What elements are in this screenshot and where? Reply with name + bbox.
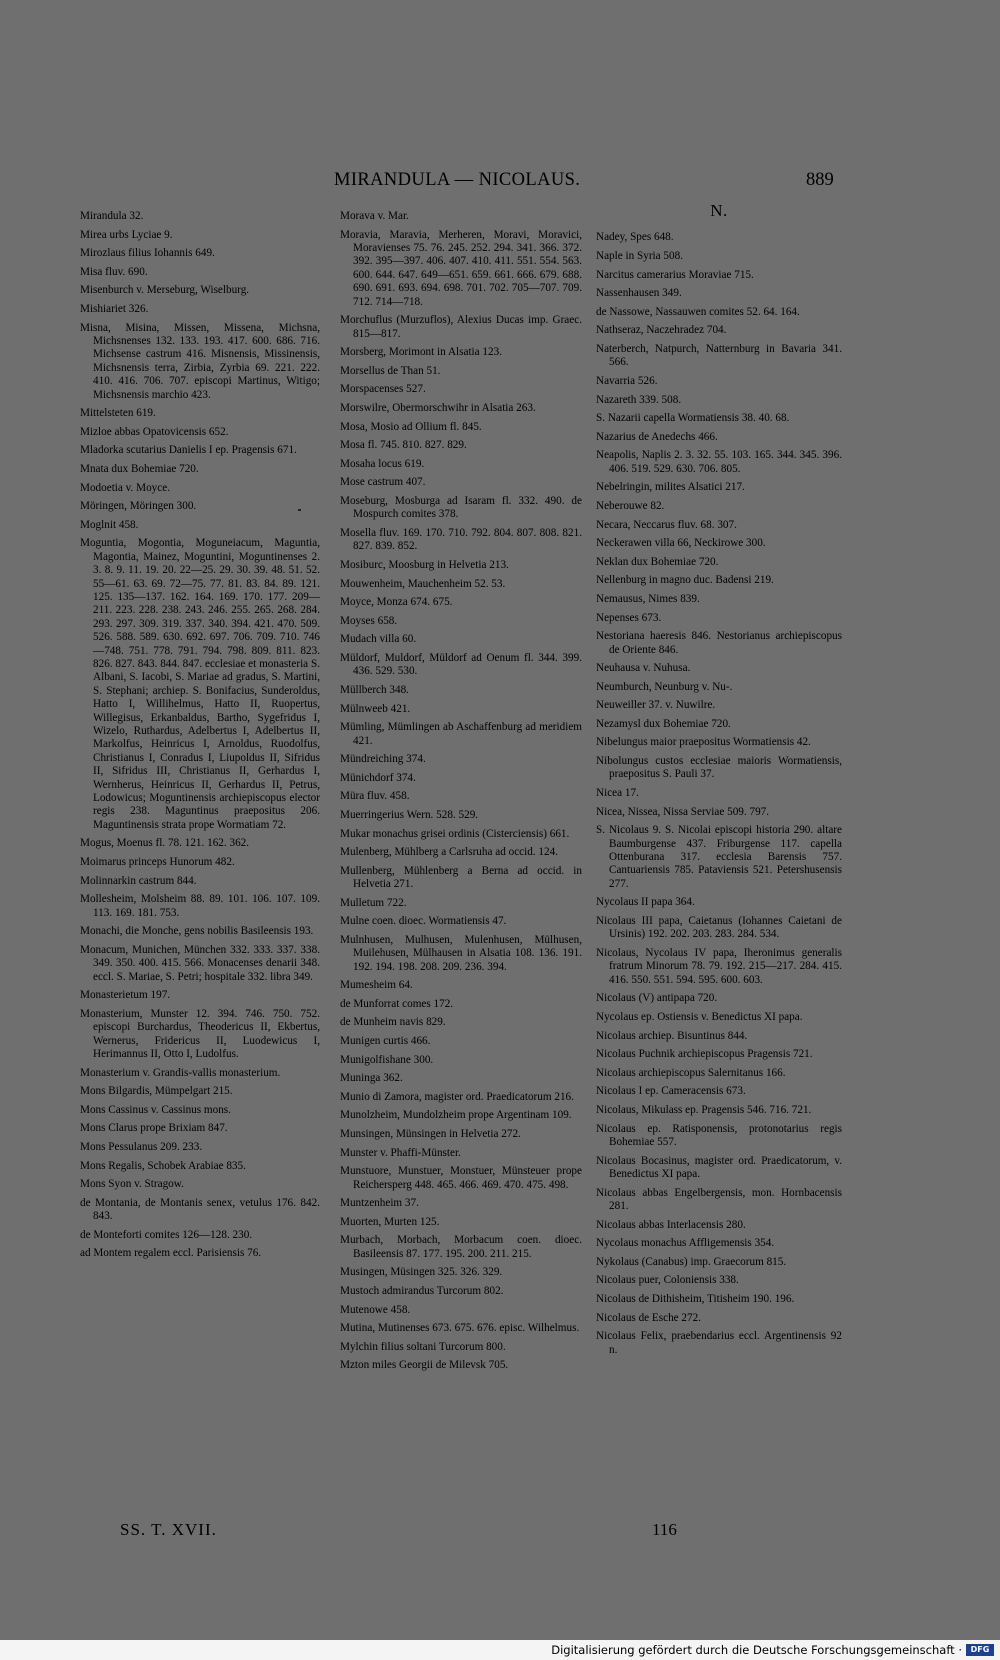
index-entry: Mizloe abbas Opatovicensis 652. bbox=[80, 425, 229, 438]
index-entry: Mustoch admirandus Turcorum 802. bbox=[340, 1285, 504, 1297]
index-entry: Navarria 526. bbox=[596, 374, 658, 387]
index-entry: Neberouwe 82. bbox=[596, 499, 665, 512]
index-entry: Mnata dux Bohemiae 720. bbox=[80, 462, 199, 475]
index-entry: Morava v. Mar. bbox=[340, 210, 409, 222]
index-entry: Monasterium v. Grandis-vallis monasterium. bbox=[80, 1066, 281, 1079]
index-entry: Mutina, Mutinenses 673. 675. 676. episc. Wilhelmus. bbox=[340, 1322, 580, 1335]
index-entry: Moyce, Monza 674. 675. bbox=[340, 596, 453, 609]
index-entry: Muntzenheim 37. bbox=[340, 1197, 419, 1210]
print-speck bbox=[298, 509, 301, 511]
index-entry: Mladorka scutarius Danielis I ep. Pragensis 671. bbox=[80, 444, 297, 457]
index-entry: Nicolaus (V) antipapa 720. bbox=[596, 992, 718, 1005]
index-entry: Nicea 17. bbox=[596, 787, 639, 800]
volume-signature: SS. T. XVII. bbox=[120, 1520, 217, 1539]
index-entry: Nellenburg in magno duc. Badensi 219. bbox=[596, 574, 774, 587]
index-entry: Narcitus camerarius Moraviae 715. bbox=[596, 268, 754, 281]
index-entry: Morsellus de Than 51. bbox=[340, 364, 441, 377]
index-column-3 bbox=[596, 201, 842, 1362]
index-entry: Nestoriana haeresis 846. Nestorianus archiepiscopus de Oriente 846. bbox=[596, 630, 842, 656]
index-entry: Mosa fl. 745. 810. 827. 829. bbox=[340, 439, 467, 452]
index-entry: Nicolaus Puchnik archiepiscopus Pragensis 721. bbox=[596, 1048, 813, 1061]
index-entry: Munigolfishane 300. bbox=[340, 1053, 434, 1066]
index-entry: Nicolaus abbas Engelbergensis, mon. Hornbacensis 281. bbox=[596, 1186, 842, 1213]
index-entry: Munstuore, Munstuer, Monstuer, Münsteuer prope Reichersperg 448. 465. 466. 469. 470. 475. 498. bbox=[340, 1165, 582, 1191]
index-entry: Mittelsteten 619. bbox=[80, 407, 156, 420]
index-entry: de Nassowe, Nassauwen comites 52. 64. 164. bbox=[596, 305, 800, 318]
index-entry: Neklan dux Bohemiae 720. bbox=[596, 555, 719, 568]
index-entry: Nicolaus, Mikulass ep. Pragensis 546. 716. 721. bbox=[596, 1104, 812, 1117]
index-entry: Misenburch v. Merseburg, Wiselburg. bbox=[80, 284, 250, 297]
sheet-number: 116 bbox=[652, 1520, 677, 1539]
index-entry: Muninga 362. bbox=[340, 1072, 403, 1085]
index-entry: Morchuflus (Murzuflos), Alexius Ducas imp. Graec. 815—817. bbox=[340, 314, 582, 340]
index-entry: Monachi, die Monche, gens nobilis Basileensis 193. bbox=[80, 925, 314, 938]
index-entry: Musingen, Müsingen 325. 326. 329. bbox=[340, 1266, 503, 1279]
index-entry: Misa fluv. 690. bbox=[80, 265, 148, 278]
index-entry: Modoetia v. Moyce. bbox=[80, 481, 170, 494]
dfg-logo: DFG bbox=[966, 1644, 994, 1656]
index-entry: Mutenowe 458. bbox=[340, 1303, 411, 1316]
index-entry: Moglnit 458. bbox=[80, 518, 139, 531]
index-entry: Nibelungus maior praepositus Wormatiensis 42. bbox=[596, 736, 811, 749]
index-entry: Mulletum 722. bbox=[340, 896, 407, 909]
index-entry: ad Montem regalem eccl. Parisiensis 76. bbox=[80, 1247, 262, 1260]
index-entry: Mons Clarus prope Brixiam 847. bbox=[80, 1122, 228, 1135]
index-entry: Mosaha locus 619. bbox=[340, 457, 425, 470]
index-entry: Nicea, Nissea, Nissa Serviae 509. 797. bbox=[596, 805, 770, 818]
index-entry: Neuhausa v. Nuhusa. bbox=[596, 662, 691, 675]
index-entry: de Montania, de Montanis senex, vetulus 176. 842. 843. bbox=[80, 1196, 320, 1223]
index-entry: Monasterietum 197. bbox=[80, 989, 171, 1002]
index-entry: Murbach, Morbach, Morbacum coen. dioec. Basileensis 87. 177. 195. 200. 211. 215. bbox=[340, 1234, 582, 1260]
index-entry: de Munforrat comes 172. bbox=[340, 997, 454, 1010]
index-entry: Mirozlaus filius Iohannis 649. bbox=[80, 247, 215, 260]
index-entry: Nicolaus abbas Interlacensis 280. bbox=[596, 1218, 746, 1231]
index-entry: Mündreiching 374. bbox=[340, 753, 426, 766]
index-entry: Munster v. Phaffi-Münster. bbox=[340, 1146, 461, 1159]
index-entry: de Munheim navis 829. bbox=[340, 1016, 446, 1029]
index-entry: Muorten, Murten 125. bbox=[340, 1215, 440, 1228]
index-entry: Monacum, Munichen, München 332. 333. 337. 338. 349. 350. 400. 415. 566. Monacenses denarii 348. eccl. S. Mariae, S. Petri; hospitale 332. libra 349. bbox=[80, 943, 320, 983]
index-entry: Nicolaus III papa, Caietanus (Iohannes Caietani de Ursinis) 192. 202. 203. 283. 284. 534. bbox=[596, 915, 842, 941]
index-entry: Mons Bilgardis, Mümpelgart 215. bbox=[80, 1085, 233, 1098]
index-entry: Nathseraz, Naczehradez 704. bbox=[596, 324, 727, 337]
index-entry: de Monteforti comites 126—128. 230. bbox=[80, 1228, 253, 1241]
index-entry: Naple in Syria 508. bbox=[596, 250, 683, 262]
index-entry: Neapolis, Naplis 2. 3. 32. 55. 103. 165. 344. 345. 396. 406. 519. 529. 630. 706. 805. bbox=[596, 449, 842, 475]
index-entry: Nicolaus puer, Coloniensis 338. bbox=[596, 1274, 739, 1287]
index-entry: Mouwenheim, Mauchenheim 52. 53. bbox=[340, 577, 506, 590]
index-entry: Nicolaus de Dithisheim, Titisheim 190. 196. bbox=[596, 1293, 795, 1305]
index-entry: Neckerawen villa 66, Neckirowe 300. bbox=[596, 537, 766, 550]
index-entry: Mzton miles Georgii de Milevsk 705. bbox=[340, 1359, 509, 1372]
index-entry: Mumesheim 64. bbox=[340, 979, 413, 992]
index-entry: Nykolaus (Canabus) imp. Graecorum 815. bbox=[596, 1255, 787, 1268]
index-entry: Morsberg, Morimont in Alsatia 123. bbox=[340, 346, 503, 359]
index-entry: Mons Cassinus v. Cassinus mons. bbox=[80, 1103, 231, 1116]
index-column-1 bbox=[80, 210, 320, 1266]
index-entry: Neuweiller 37. v. Nuwilre. bbox=[596, 699, 716, 712]
index-entry: Nicolaus de Esche 272. bbox=[596, 1311, 702, 1324]
index-entry: Munolzheim, Mundolzheim prope Argentinam 109. bbox=[340, 1109, 572, 1122]
index-entry: Mosiburc, Moosburg in Helvetia 213. bbox=[340, 558, 509, 571]
index-entry: Mulenberg, Mühlberg a Carlsruha ad occid. 124. bbox=[340, 846, 559, 859]
index-entry: Nepenses 673. bbox=[596, 611, 662, 624]
index-entry: Mogus, Moenus fl. 78. 121. 162. 362. bbox=[80, 837, 250, 850]
index-entry: Molinnarkin castrum 844. bbox=[80, 874, 197, 887]
index-entry: Mons Pessulanus 209. 233. bbox=[80, 1141, 203, 1154]
index-entry: Mullenberg, Mühlenberg a Berna ad occid. in Helvetia 271. bbox=[340, 864, 582, 891]
running-header bbox=[0, 170, 1000, 196]
index-entry: Moyses 658. bbox=[340, 614, 398, 627]
section-heading-n: N. bbox=[710, 201, 728, 220]
index-entry: Nazareth 339. 508. bbox=[596, 393, 682, 406]
index-entry: Nicolaus Felix, praebendarius eccl. Argentinensis 92 n. bbox=[596, 1330, 842, 1356]
index-entry: Nicolaus, Nycolaus IV papa, Iheronimus generalis fratrum Minorum 78. 79. 192. 215—217. 284. 415. 416. 550. 551. 594. 595. 600. 603. bbox=[596, 947, 842, 986]
index-entry: Mirandula 32. bbox=[80, 210, 144, 222]
index-entry: Neumburch, Neunburg v. Nu-. bbox=[596, 680, 733, 693]
index-entry: Mulne coen. dioec. Wormatiensis 47. bbox=[340, 915, 507, 928]
index-entry: Mulnhusen, Mulhusen, Mulenhusen, Mülhusen, Muilehusen, Mülhausen in Alsatia 108. 136. 191. 192. 194. 198. 208. 209. 236. 394. bbox=[340, 933, 582, 973]
index-entry: Necara, Neccarus fluv. 68. 307. bbox=[596, 518, 737, 531]
index-entry: Monasterium, Munster 12. 394. 746. 750. 752. episcopi Burchardus, Theodericus II, Ekbertus, Wernerus, Fridericus II, Luodewicus I, Herimannus II, Otto I, Ludolfus. bbox=[80, 1007, 320, 1061]
index-entry: Munio di Zamora, magister ord. Praedicatorum 216. bbox=[340, 1090, 574, 1103]
index-entry: Naterberch, Natpurch, Natternburg in Bavaria 341. 566. bbox=[596, 342, 842, 369]
index-entry: Mishiariet 326. bbox=[80, 302, 149, 315]
index-entry: Mosella fluv. 169. 170. 710. 792. 804. 807. 808. 821. 827. 839. 852. bbox=[340, 526, 582, 553]
index-entry: Mirea urbs Lyciae 9. bbox=[80, 228, 173, 241]
index-entry: Nycolaus II papa 364. bbox=[596, 896, 695, 909]
index-entry: Moimarus princeps Hunorum 482. bbox=[80, 856, 235, 869]
page-title: MIRANDULA — NICOLAUS. bbox=[334, 170, 581, 190]
index-entry: Mosa, Mosio ad Ollium fl. 845. bbox=[340, 420, 482, 433]
index-entry: Mose castrum 407. bbox=[340, 476, 426, 489]
index-entry: Müllberch 348. bbox=[340, 683, 409, 696]
digitization-banner bbox=[0, 1640, 1000, 1660]
index-entry: Nemausus, Nimes 839. bbox=[596, 592, 700, 605]
index-entry: Misna, Misina, Missen, Missena, Michsna, Michsnenses 132. 133. 193. 417. 600. 686. 716. Michsense castrum 416. Misnensis, Missinensis, Michsnensis terra, Zirbia, Zyrbia 69. 221. 222. 410. 416. 706. 707. episcopi Martinus, Witigo; Michsnensis marchio 423. bbox=[80, 321, 320, 401]
index-entry: Nycolaus ep. Ostiensis v. Benedictus XI papa. bbox=[596, 1011, 803, 1024]
index-column-2 bbox=[340, 210, 582, 1378]
index-entry: Mons Syon v. Stragow. bbox=[80, 1178, 184, 1191]
index-entry: Mollesheim, Molsheim 88. 89. 101. 106. 107. 109. 113. 169. 181. 753. bbox=[80, 893, 320, 919]
index-entry: Nazarius de Anedechs 466. bbox=[596, 430, 718, 443]
index-entry: Mümling, Mümlingen ab Aschaffenburg ad meridiem 421. bbox=[340, 721, 582, 747]
index-entry: Nassenhausen 349. bbox=[596, 287, 682, 300]
index-entry: Moguntia, Mogontia, Moguneiacum, Maguntia, Magontia, Mainez, Moguntini, Moguntinenses 2. 3. 8. 9. 11. 19. 20. 22—25. 29. 30. 39. 48. 51. 52. 55—61. 63. 69. 72—75. 77. 81. 83. 84. 89. 121. 125. 135—137. 162. 164. 169. 170. 177. 209—211. 223. 228. 238. 243. 246. 255. 265. 268. 284. 293. 297. 309. 319. 337. 340. 394. 421. 470. 509. 526. 588. 589. 630. 692. 697. 706. 709. 710. 746—748. 751. 778. 791. 794. 798. 809. 811. 823. 826. 827. 843. 844. 847. ecclesiae et monasteria S. Albani, S. Iacobi, S. Mariae ad gradus, S. Martini, S. Stephani; archiep. S. Bonifacius, Sunderoldus, Hatto I, Willihelmus, Hatto II, Ruopertus, Willegisus, Erkanbaldus, Bartho, Sygefridus I, Wizelo, Ruthardus, Adelbertus I, Adelbertus II, Markolfus, Heinricus I, Arnoldus, Ruodolfus, Christianus I, Conradus I, Liupoldus II, Sifridus II, Sifridus III, Christianus II, Gerhardus I, Wernherus, Heinricus II, Gerhardus II, Petrus, Lodowicus; Moguntinensis archiepiscopus elector regis 238. Maguntinus praepositus 206. Maguntinensis strata prope Wormatiam 72. bbox=[80, 537, 320, 831]
index-entry: Moravia, Maravia, Merheren, Moravi, Moravici, Moravienses 75. 76. 245. 252. 294. 341. 366. 372. 392. 395—397. 406. 407. 410. 411. 551. 554. 563. 600. 644. 647. 649—651. 659. 661. 666. 679. 688. 690. 691. 693. 694. 698. 701. 702. 705—707. 709. 712. 714—718. bbox=[340, 228, 582, 308]
index-entry: Nycolaus monachus Affligemensis 354. bbox=[596, 1237, 775, 1250]
index-entry: Mülnweeb 421. bbox=[340, 702, 411, 715]
index-entry: Nebelringin, milites Alsatici 217. bbox=[596, 481, 745, 494]
index-entry: Mons Regalis, Schobek Arabiae 835. bbox=[80, 1159, 246, 1172]
index-entry: Münichdorf 374. bbox=[340, 771, 416, 784]
page-number: 889 bbox=[806, 170, 834, 190]
index-entry: Nicolaus Bocasinus, magister ord. Praedicatorum, v. Benedictus XI papa. bbox=[596, 1154, 842, 1181]
index-entry: Müra fluv. 458. bbox=[340, 790, 410, 803]
index-entry: Muerringerius Wern. 528. 529. bbox=[340, 808, 479, 821]
index-entry: Nadey, Spes 648. bbox=[596, 231, 674, 244]
index-entry: Möringen, Möringen 300. bbox=[80, 500, 197, 513]
index-entry: Morspacenses 527. bbox=[340, 383, 426, 396]
banner-text: Digitalisierung gefördert durch die Deutsche Forschungsgemeinschaft · bbox=[551, 1643, 962, 1657]
index-entry: Munsingen, Münsingen in Helvetia 272. bbox=[340, 1128, 521, 1141]
index-entry: S. Nazarii capella Wormatiensis 38. 40. 68. bbox=[596, 412, 790, 425]
index-entry: Nezamysl dux Bohemiae 720. bbox=[596, 717, 731, 730]
index-entry: Moseburg, Mosburga ad Isaram fl. 332. 490. de Mospurch comites 378. bbox=[340, 494, 582, 521]
index-entry: Nicolaus archiepiscopus Salernitanus 166. bbox=[596, 1066, 786, 1079]
index-entry: Nicolaus ep. Ratisponensis, protonotarius regis Bohemiae 557. bbox=[596, 1122, 842, 1149]
index-entry: Nicolaus archiep. Bisuntinus 844. bbox=[596, 1029, 748, 1042]
index-entry: Munigen curtis 466. bbox=[340, 1035, 431, 1048]
index-entry: Nibolungus custos ecclesiae maioris Wormatiensis, praepositus S. Pauli 37. bbox=[596, 755, 842, 781]
index-entry: Mylchin filius soltani Turcorum 800. bbox=[340, 1340, 506, 1353]
index-entry: Mudach villa 60. bbox=[340, 633, 417, 646]
index-entry: Müldorf, Muldorf, Müldorf ad Oenum fl. 344. 399. 436. 529. 530. bbox=[340, 651, 582, 678]
index-entry: Nicolaus I ep. Cameracensis 673. bbox=[596, 1085, 746, 1098]
index-entry: Morswilre, Obermorschwihr in Alsatia 263. bbox=[340, 402, 536, 414]
index-entry: S. Nicolaus 9. S. Nicolai episcopi historia 290. altare Baumburgense 437. Friburgense 117. capella Ottenburana 317. ecclesia Barensis 757. Cantuariensis 785. Pataviensis 521. Petershusensis 277. bbox=[596, 824, 842, 890]
index-entry: Mukar monachus grisei ordinis (Cisterciensis) 661. bbox=[340, 827, 570, 840]
